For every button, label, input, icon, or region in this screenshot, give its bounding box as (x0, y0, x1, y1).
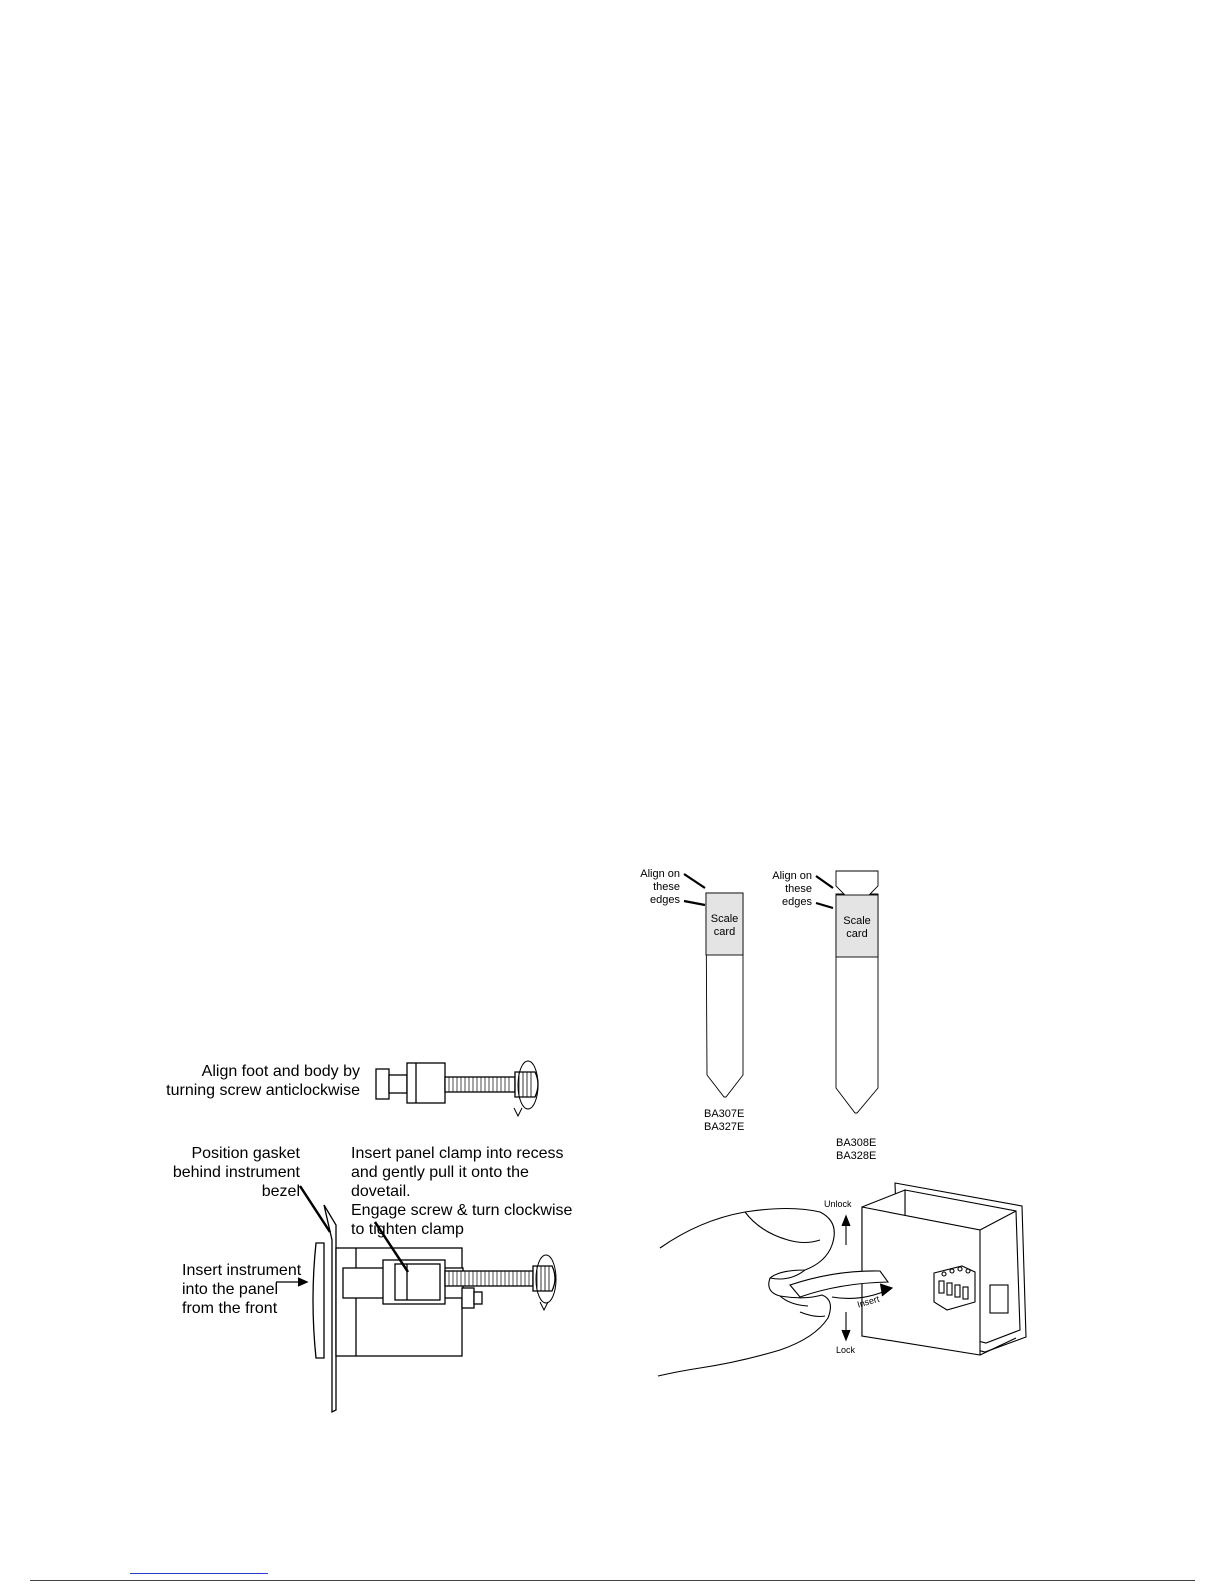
align-note-left: Align on these edges (640, 868, 680, 906)
scale-card-label-left: Scale card (710, 913, 739, 938)
footer-rule (30, 1580, 1195, 1581)
lock-label: Lock (836, 1345, 856, 1355)
insert-label: Insert (856, 1293, 881, 1310)
position-gasket-label: Position gasket behind instrument bezel (172, 1145, 300, 1200)
footer-link-underline (130, 1573, 268, 1574)
align-foot-label: Align foot and body by turning screw anticlockwise (166, 1063, 360, 1099)
unlock-label: Unlock (824, 1199, 852, 1209)
scale-strip-right (836, 871, 878, 1113)
scale-card-label-right: Scale card (843, 915, 871, 940)
insert-instrument-label: Insert instrument into the panel from the front (182, 1262, 302, 1317)
model-label-right: BA308E BA328E (836, 1137, 877, 1162)
model-label-left: BA307E BA327E (704, 1108, 745, 1133)
insert-clamp-label: Insert panel clamp into recess and gently pull it onto the dovetail. Engage screw & turn clockwise to tighten clamp (351, 1145, 573, 1238)
align-note-right: Align on these edges (772, 870, 812, 908)
